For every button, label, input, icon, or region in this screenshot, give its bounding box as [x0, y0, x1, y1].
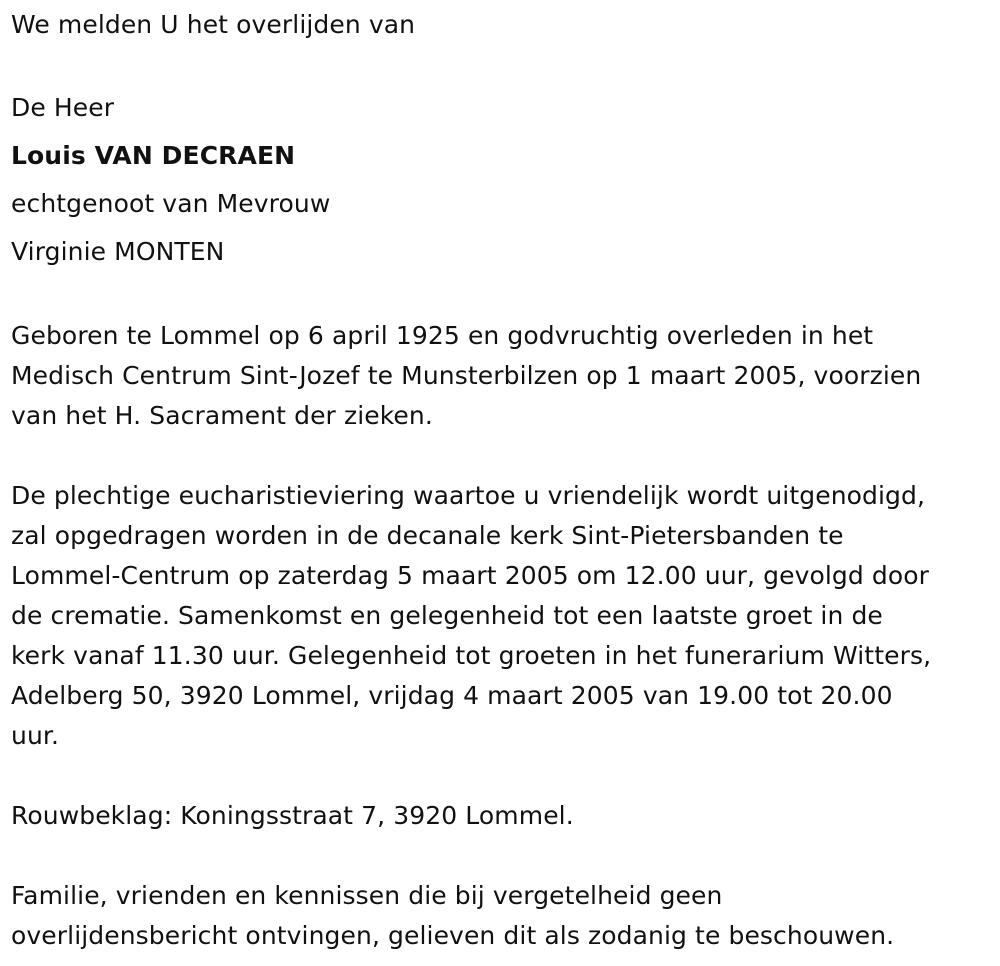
- paragraph-line: van het H. Sacrament der zieken.: [11, 401, 433, 430]
- spacer: [11, 436, 1000, 476]
- paragraph-line: Lommel-Centrum op zaterdag 5 maart 2005 om 12.00 uur, gevolgd door: [11, 561, 930, 590]
- deceased-name: Louis VAN DECRAEN: [11, 141, 296, 170]
- spacer: [11, 836, 1000, 876]
- paragraph-line: kerk vanaf 11.30 uur. Gelegenheid tot groeten in het funerarium Witters,: [11, 641, 932, 670]
- paragraph-line: Adelberg 50, 3920 Lommel, vrijdag 4 maart 2005 van 19.00 tot 20.00: [11, 681, 893, 710]
- condolence-address: Rouwbeklag: Koningsstraat 7, 3920 Lommel.: [11, 801, 574, 830]
- paragraph-line: overlijdensbericht ontvingen, gelieven dit als zodanig te beschouwen.: [11, 921, 895, 950]
- paragraph-line: Medisch Centrum Sint-Jozef te Munsterbilzen op 1 maart 2005, voorzien: [11, 361, 922, 390]
- paragraph-line: Familie, vrienden en kennissen die bij vergetelheid geen: [11, 881, 723, 910]
- spouse-name: Virginie MONTEN: [11, 237, 225, 266]
- spouse-label: echtgenoot van Mevrouw: [11, 189, 331, 218]
- spacer: [11, 756, 1000, 796]
- honorific: De Heer: [11, 93, 115, 122]
- ceremony-paragraph: [11, 476, 1000, 756]
- intro-text: We melden U het overlijden van: [11, 10, 416, 39]
- paragraph-line: Geboren te Lommel op 6 april 1925 en godvruchtig overleden in het: [11, 321, 874, 350]
- paragraph-line: De plechtige eucharistieviering waartoe u vriendelijk wordt uitgenodigd,: [11, 481, 926, 510]
- paragraph-line: uur.: [11, 721, 60, 750]
- paragraph-line: zal opgedragen worden in de decanale kerk Sint-Pietersbanden te: [11, 521, 844, 550]
- paragraph-line: de crematie. Samenkomst en gelegenheid tot een laatste groet in de: [11, 601, 883, 630]
- birth-death-paragraph: [11, 316, 1000, 436]
- closing-paragraph: [11, 876, 1000, 956]
- spacer: [11, 276, 1000, 316]
